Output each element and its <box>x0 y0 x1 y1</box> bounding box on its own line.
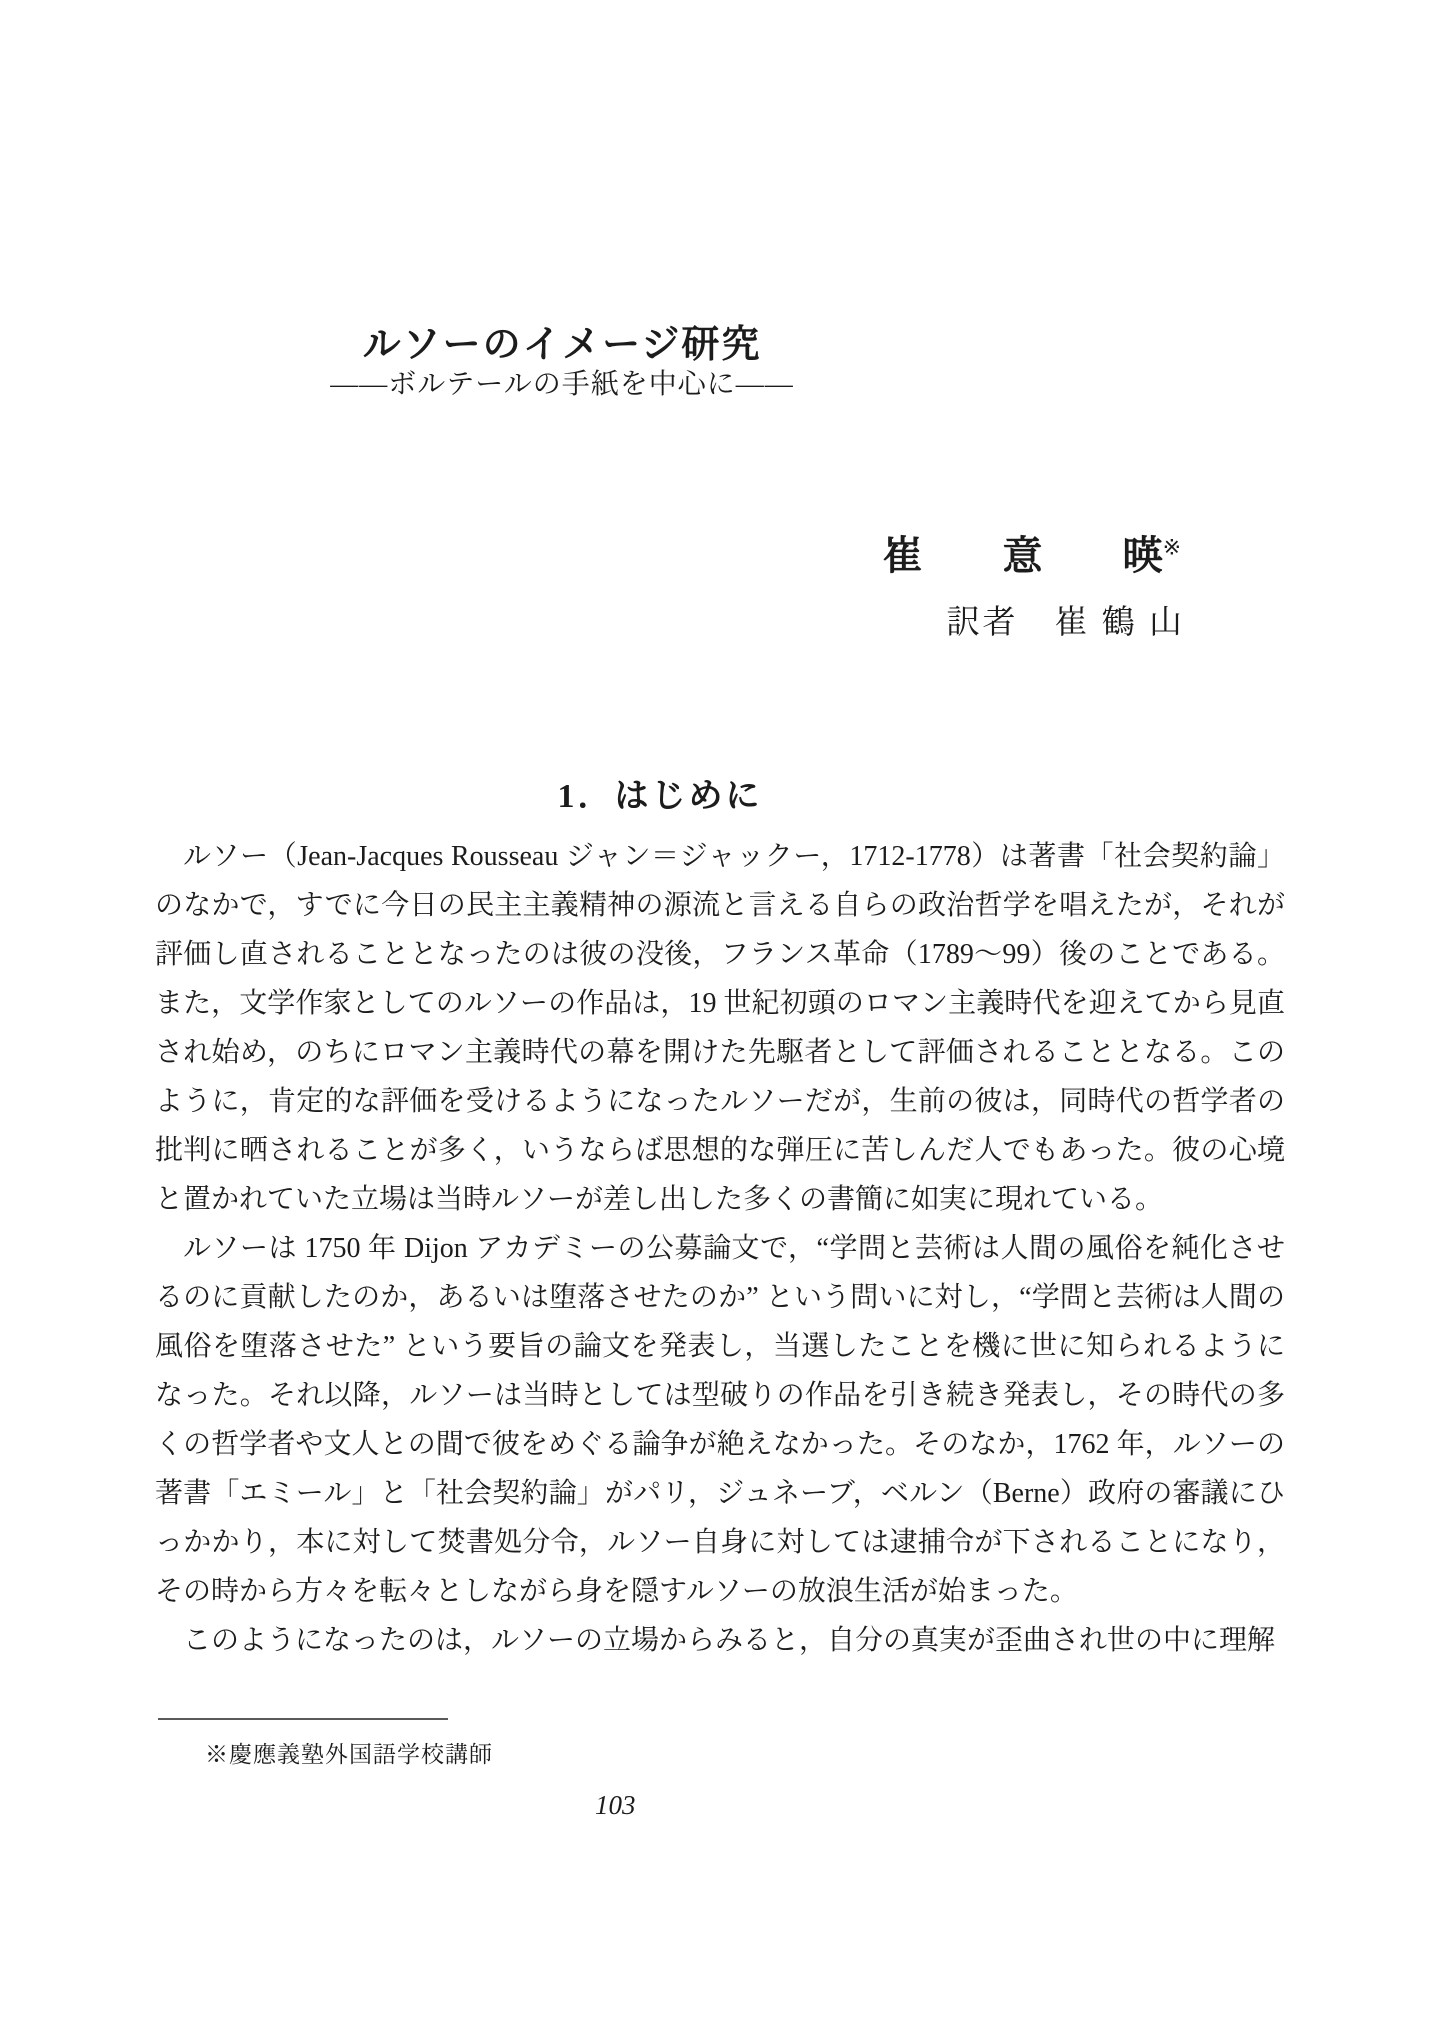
body-paragraph-3: このようになったのは，ルソーの立場からみると，自分の真実が歪曲され世の中に理解 <box>183 1625 1276 1656</box>
author-line <box>883 524 1181 581</box>
translator-line: 訳者 崔 鶴 山 <box>946 605 1185 641</box>
body-paragraph-2: ルソーは 1750 年 Dijon アカデミーの公募論文で，“学問と芸術は人間の風俗を純化させるのに貢献したのか，あるいは堕落させたのか” という問いに対し，“学問と芸術は人間の風俗を堕落させた” という要旨の論文を発表し，当選したことを機に世に知られるようになった。それ以降，ルソーは当時としては型破りの作品を引き続き発表し，その時代の多くの哲学者や文人との間で彼をめぐる論争が絶えなかった。そのなか，1762 年，ルソーの著書「エミール」と「社会契約論」がパリ，ジュネーブ，ベルン（Berne）政府の審議にひっかかり，本に対して焚書処分令，ルソー自身に対しては逮捕令が下されることになり，その時から方々を転々としながら身を隠すルソーの放浪生活が始まった。 <box>155 1233 1285 1607</box>
section-heading: 1．はじめに <box>557 778 763 816</box>
paper-subtitle: ——ボルテールの手紙を中心に—— <box>330 369 794 400</box>
footnote-divider <box>158 1718 448 1720</box>
paper-title: ルソーのイメージ研究 <box>362 324 762 367</box>
page-number: 103 <box>595 1790 636 1820</box>
body-paragraph-1: ルソー（Jean-Jacques Rousseau ジャン＝ジャックー，1712-1778）は著書「社会契約論」のなかで，すでに今日の民主主義精神の源流と言える自らの政治哲学を唱えたが，それが評価し直されることとなったのは彼の没後，フランス革命（1789〜99）後のことである。また，文学作家としてのルソーの作品は，19 世紀初頭のロマン主義時代を迎えてから見直され始め，のちにロマン主義時代の幕を開けた先駆者として評価されることとなる。このように，肯定的な評価を受けるようになったルソーだが，生前の彼は，同時代の哲学者の批判に晒されることが多く，いうならば思想的な弾圧に苦しんだ人でもあった。彼の心境と置かれていた立場は当時ルソーが差し出した多くの書簡に如実に現れている。 <box>155 841 1285 1215</box>
footnote-text: ※慶應義塾外国語学校講師 <box>205 1742 493 1767</box>
author-name: 崔 意 暎 <box>882 533 1163 578</box>
body-text <box>155 832 1285 1665</box>
author-footnote-mark: ※ <box>1162 534 1181 560</box>
